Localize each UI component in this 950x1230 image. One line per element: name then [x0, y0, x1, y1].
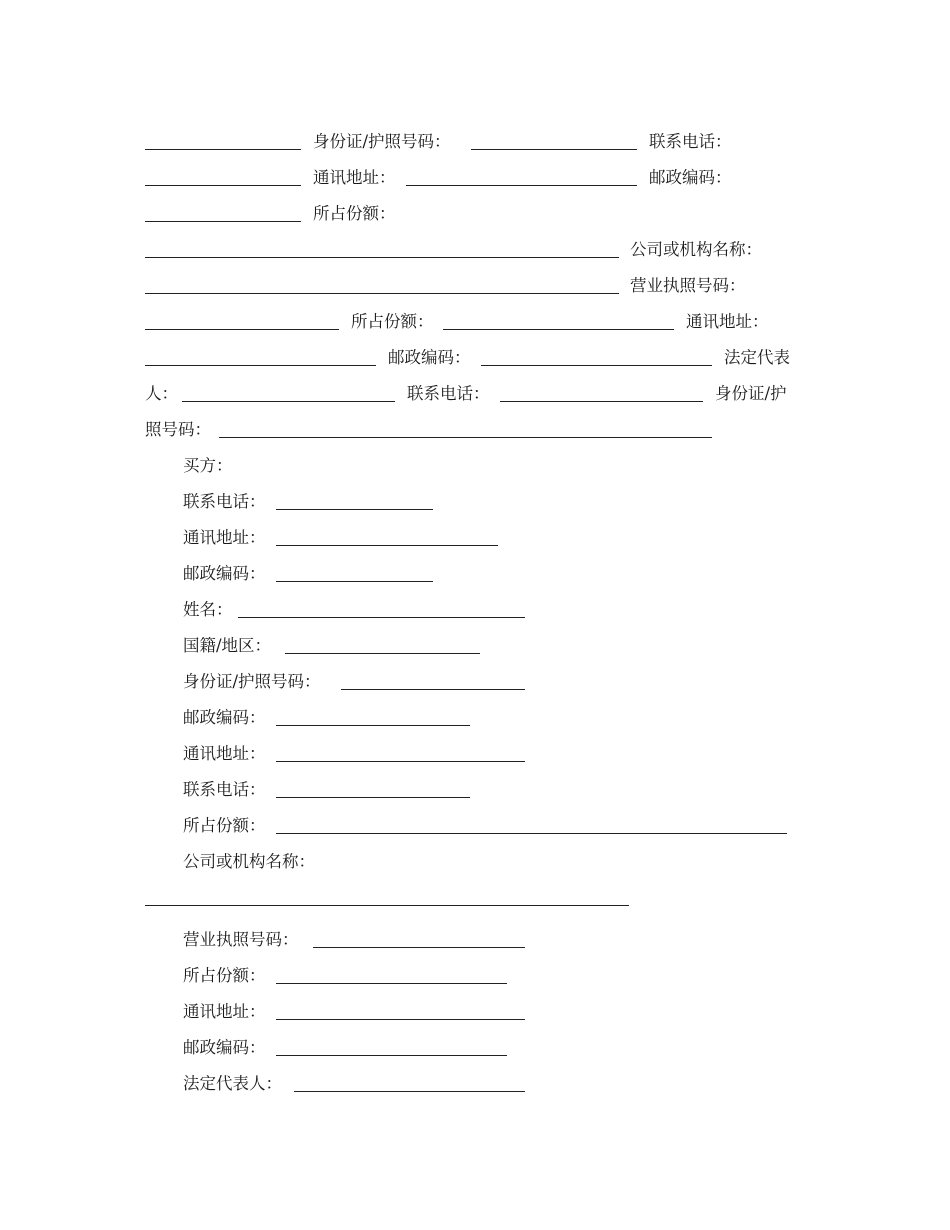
seller-company-phone-blank[interactable]	[500, 401, 703, 402]
buyer-company-label: 公司或机构名称：	[183, 851, 315, 871]
buyer-phone2-label: 联系电话：	[183, 779, 266, 799]
buyer-nationality-row	[0, 629, 950, 665]
seller-postcode-blank[interactable]	[145, 221, 301, 222]
seller-company-postcode-row	[0, 341, 950, 377]
seller-share-row	[0, 197, 950, 233]
seller-legal-rep-label-part2: 人：	[145, 383, 178, 403]
buyer-heading-row	[0, 449, 950, 485]
buyer-name-label: 姓名：	[183, 599, 233, 619]
buyer-id-label: 身份证/护照号码：	[183, 671, 321, 691]
buyer-phone2-blank[interactable]	[276, 797, 470, 798]
buyer-legal-rep-row	[0, 1067, 950, 1103]
buyer-license-label: 营业执照号码：	[183, 929, 299, 949]
buyer-address-blank[interactable]	[276, 545, 498, 546]
buyer-phone-label: 联系电话：	[183, 491, 266, 511]
seller-company-address-blank[interactable]	[145, 365, 376, 366]
seller-id-row	[0, 125, 950, 161]
buyer-address-label: 通讯地址：	[183, 527, 266, 547]
seller-phone-blank[interactable]	[145, 185, 301, 186]
seller-name-blank[interactable]	[145, 149, 301, 150]
seller-company-id-row	[0, 413, 950, 449]
buyer-address2-row	[0, 737, 950, 773]
seller-company-share-blank[interactable]	[443, 329, 674, 330]
buyer-id-blank[interactable]	[341, 689, 525, 690]
buyer-company-blank[interactable]	[145, 905, 629, 906]
buyer-nationality-label: 国籍/地区：	[183, 635, 272, 655]
seller-license-row	[0, 269, 950, 305]
buyer-legal-rep-blank[interactable]	[294, 1091, 525, 1092]
seller-share-label: 所占份额：	[313, 203, 396, 223]
buyer-phone2-row	[0, 773, 950, 809]
buyer-heading: 买方：	[183, 455, 233, 475]
buyer-phone-row	[0, 485, 950, 521]
buyer-address3-blank[interactable]	[276, 1019, 525, 1020]
buyer-postcode-row	[0, 557, 950, 593]
seller-company-id-blank[interactable]	[219, 437, 712, 438]
buyer-share-blank[interactable]	[276, 833, 787, 834]
buyer-address2-label: 通讯地址：	[183, 743, 266, 763]
buyer-name-row	[0, 593, 950, 629]
seller-company-address-label: 通讯地址：	[686, 311, 769, 331]
buyer-share-row	[0, 809, 950, 845]
seller-phone-label: 联系电话：	[649, 131, 732, 151]
seller-company-id-label-part2: 照号码：	[145, 419, 211, 439]
buyer-legal-rep-label: 法定代表人：	[183, 1073, 282, 1093]
seller-company-id-label-part1: 身份证/护	[715, 383, 787, 403]
buyer-address3-row	[0, 995, 950, 1031]
seller-license-blank[interactable]	[145, 329, 339, 330]
buyer-share2-blank[interactable]	[276, 983, 507, 984]
seller-company-postcode-blank[interactable]	[481, 365, 712, 366]
buyer-address3-label: 通讯地址：	[183, 1001, 266, 1021]
seller-legal-rep-blank[interactable]	[182, 401, 395, 402]
buyer-postcode-label: 邮政编码：	[183, 563, 266, 583]
buyer-name-blank[interactable]	[238, 617, 525, 618]
buyer-postcode2-blank[interactable]	[276, 725, 470, 726]
buyer-postcode3-blank[interactable]	[276, 1055, 507, 1056]
buyer-postcode3-row	[0, 1031, 950, 1067]
buyer-address2-blank[interactable]	[276, 761, 525, 762]
buyer-address-row	[0, 521, 950, 557]
seller-company-share-label: 所占份额：	[351, 311, 434, 331]
buyer-license-row	[0, 923, 950, 959]
buyer-share2-row	[0, 959, 950, 995]
seller-share-blank[interactable]	[145, 257, 619, 258]
buyer-postcode-blank[interactable]	[276, 581, 433, 582]
buyer-share2-label: 所占份额：	[183, 965, 266, 985]
seller-legal-rep-row	[0, 377, 950, 413]
seller-address-label: 通讯地址：	[313, 167, 396, 187]
buyer-id-row	[0, 665, 950, 701]
seller-company-share-row	[0, 305, 950, 341]
seller-company-phone-label: 联系电话：	[407, 383, 490, 403]
seller-legal-rep-label-part1: 法定代表	[724, 347, 790, 367]
seller-id-blank[interactable]	[471, 149, 637, 150]
seller-id-label: 身份证/护照号码：	[313, 131, 451, 151]
buyer-postcode3-label: 邮政编码：	[183, 1037, 266, 1057]
buyer-nationality-blank[interactable]	[285, 653, 480, 654]
buyer-company-row	[0, 845, 950, 881]
seller-address-blank[interactable]	[406, 185, 637, 186]
seller-address-row	[0, 161, 950, 197]
seller-company-label: 公司或机构名称：	[630, 239, 762, 259]
seller-company-row	[0, 233, 950, 269]
buyer-share-label: 所占份额：	[183, 815, 266, 835]
seller-company-blank[interactable]	[145, 293, 619, 294]
seller-license-label: 营业执照号码：	[630, 275, 746, 295]
buyer-phone-blank[interactable]	[276, 509, 433, 510]
buyer-company-blank-row	[0, 881, 950, 917]
buyer-postcode2-row	[0, 701, 950, 737]
buyer-postcode2-label: 邮政编码：	[183, 707, 266, 727]
seller-postcode-label: 邮政编码：	[649, 167, 732, 187]
seller-company-postcode-label: 邮政编码：	[388, 347, 471, 367]
buyer-license-blank[interactable]	[313, 947, 525, 948]
